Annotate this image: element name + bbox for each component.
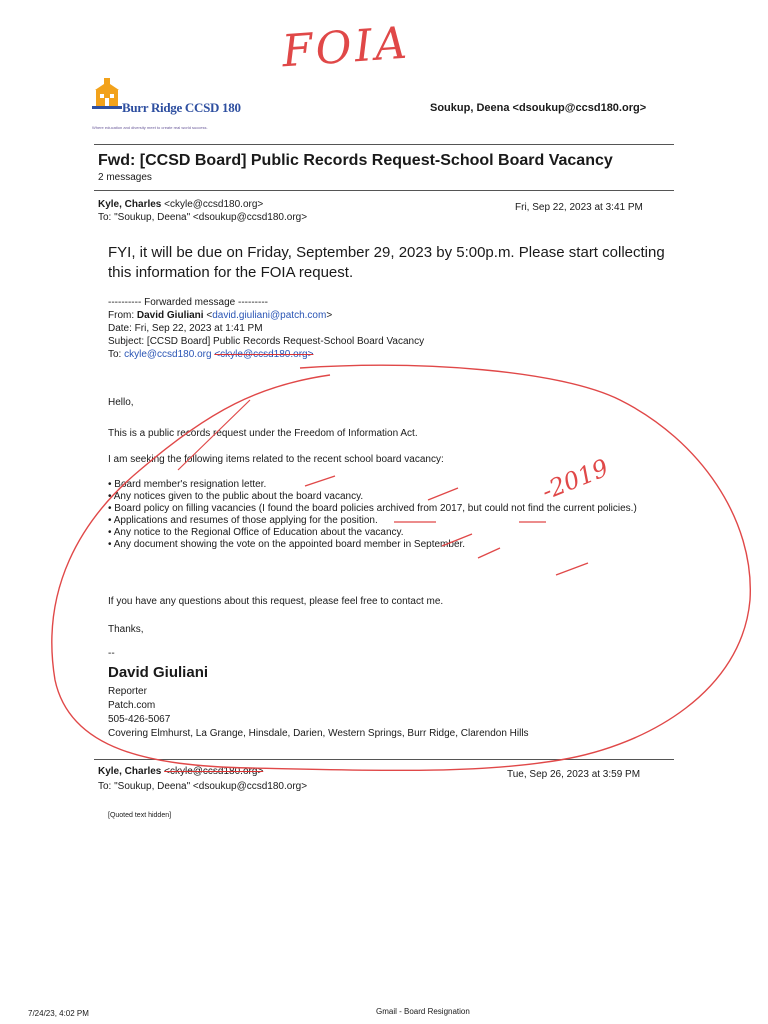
schoolhouse-icon	[92, 76, 122, 110]
message-1-recipient: To: "Soukup, Deena" <dsoukup@ccsd180.org>	[98, 212, 308, 223]
signature-details	[108, 685, 529, 741]
forwarded-to	[108, 348, 424, 361]
forwarded-date: Date: Fri, Sep 22, 2023 at 1:41 PM	[108, 323, 263, 334]
print-title: Gmail - Board Resignation	[376, 1007, 470, 1016]
list-item: • Any notices given to the public about the board vacancy.	[108, 491, 364, 502]
fyi-note: FYI, it will be due on Friday, September 29, 2023 by 5:00p.m. Please start collecting this information for the FOIA request.	[108, 244, 665, 281]
signature-separator: --	[108, 648, 115, 659]
divider	[94, 759, 674, 760]
message-2-sender	[98, 766, 263, 777]
signature-title: Reporter	[108, 686, 147, 697]
check-mark-5	[556, 563, 588, 575]
signature-coverage: Covering Elmhurst, La Grange, Hinsdale, Darien, Western Springs, Burr Ridge, Clarendon Hills	[108, 728, 529, 739]
logo-tagline: Where education and diversity meet to create real world success.	[92, 125, 208, 130]
year-note: -2019	[537, 453, 613, 506]
list-item: • Board policy on filling vacancies (I found the board policies archived from 2017, but could not find the current policies.)	[108, 503, 637, 514]
forwarded-subject: Subject: [CCSD Board] Public Records Request-School Board Vacancy	[108, 336, 425, 347]
forwarded-sender-name: David Giuliani	[136, 310, 204, 321]
forwarded-recipient-email-link[interactable]: ckyle@ccsd180.org	[124, 349, 212, 360]
list-item: • Any document showing the vote on the appointed board member in September.	[108, 539, 466, 550]
forwarded-header	[108, 296, 424, 361]
print-timestamp: 7/24/23, 4:02 PM	[28, 1009, 89, 1018]
list-item: • Any notice to the Regional Office of Education about the vacancy.	[108, 527, 404, 538]
list-item: • Board member's resignation letter.	[108, 479, 267, 490]
divider	[94, 190, 674, 191]
sender-email: <ckyle@ccsd180.org>	[164, 766, 264, 777]
logo-name: Burr Ridge CCSD 180	[122, 100, 241, 115]
list-item: • Applications and resumes of those applying for the position.	[108, 515, 378, 526]
signature-org: Patch.com	[108, 700, 156, 711]
forwarded-divider-text: ---------- Forwarded message ---------	[108, 297, 268, 308]
sender-name: Kyle, Charles	[98, 766, 162, 777]
message-1-date: Fri, Sep 22, 2023 at 3:41 PM	[515, 202, 643, 213]
signature-name: David Giuliani	[108, 664, 209, 681]
thread-subject: Fwd: [CCSD Board] Public Records Request-School Board Vacancy	[98, 152, 613, 169]
message-2-recipient: To: "Soukup, Deena" <dsoukup@ccsd180.org>	[98, 781, 308, 792]
forwarded-from: From: David Giuliani <david.giuliani@patch.com>	[108, 310, 333, 321]
divider	[94, 144, 674, 145]
quoted-text-hidden[interactable]: [Quoted text hidden]	[108, 812, 172, 819]
message-count: 2 messages	[98, 172, 152, 183]
body-paragraph-2: I am seeking the following items related to the recent school board vacancy:	[108, 454, 444, 465]
sender-name: Kyle, Charles	[98, 199, 162, 210]
from-label: From:	[108, 310, 137, 321]
to-label: To:	[108, 349, 125, 360]
message-2-date: Tue, Sep 26, 2023 at 3:59 PM	[507, 769, 641, 780]
signature-phone: 505-426-5067	[108, 714, 171, 725]
greeting: Hello,	[108, 397, 134, 408]
account-owner: Soukup, Deena <dsoukup@ccsd180.org>	[430, 102, 647, 114]
request-list	[108, 479, 668, 551]
forwarded-recipient-email-struck[interactable]: <ckyle@ccsd180.org>	[214, 349, 314, 360]
message-1-sender	[98, 199, 263, 210]
closing: Thanks,	[108, 624, 144, 635]
forwarded-sender-email-link[interactable]: david.giuliani@patch.com	[212, 310, 327, 321]
body-paragraph-3: If you have any questions about this request, please feel free to contact me.	[108, 596, 444, 607]
foia-handwritten-note: FOIA	[280, 17, 412, 78]
body-paragraph-1: This is a public records request under the Freedom of Information Act.	[108, 428, 418, 439]
sender-email: <ckyle@ccsd180.org>	[164, 199, 264, 210]
